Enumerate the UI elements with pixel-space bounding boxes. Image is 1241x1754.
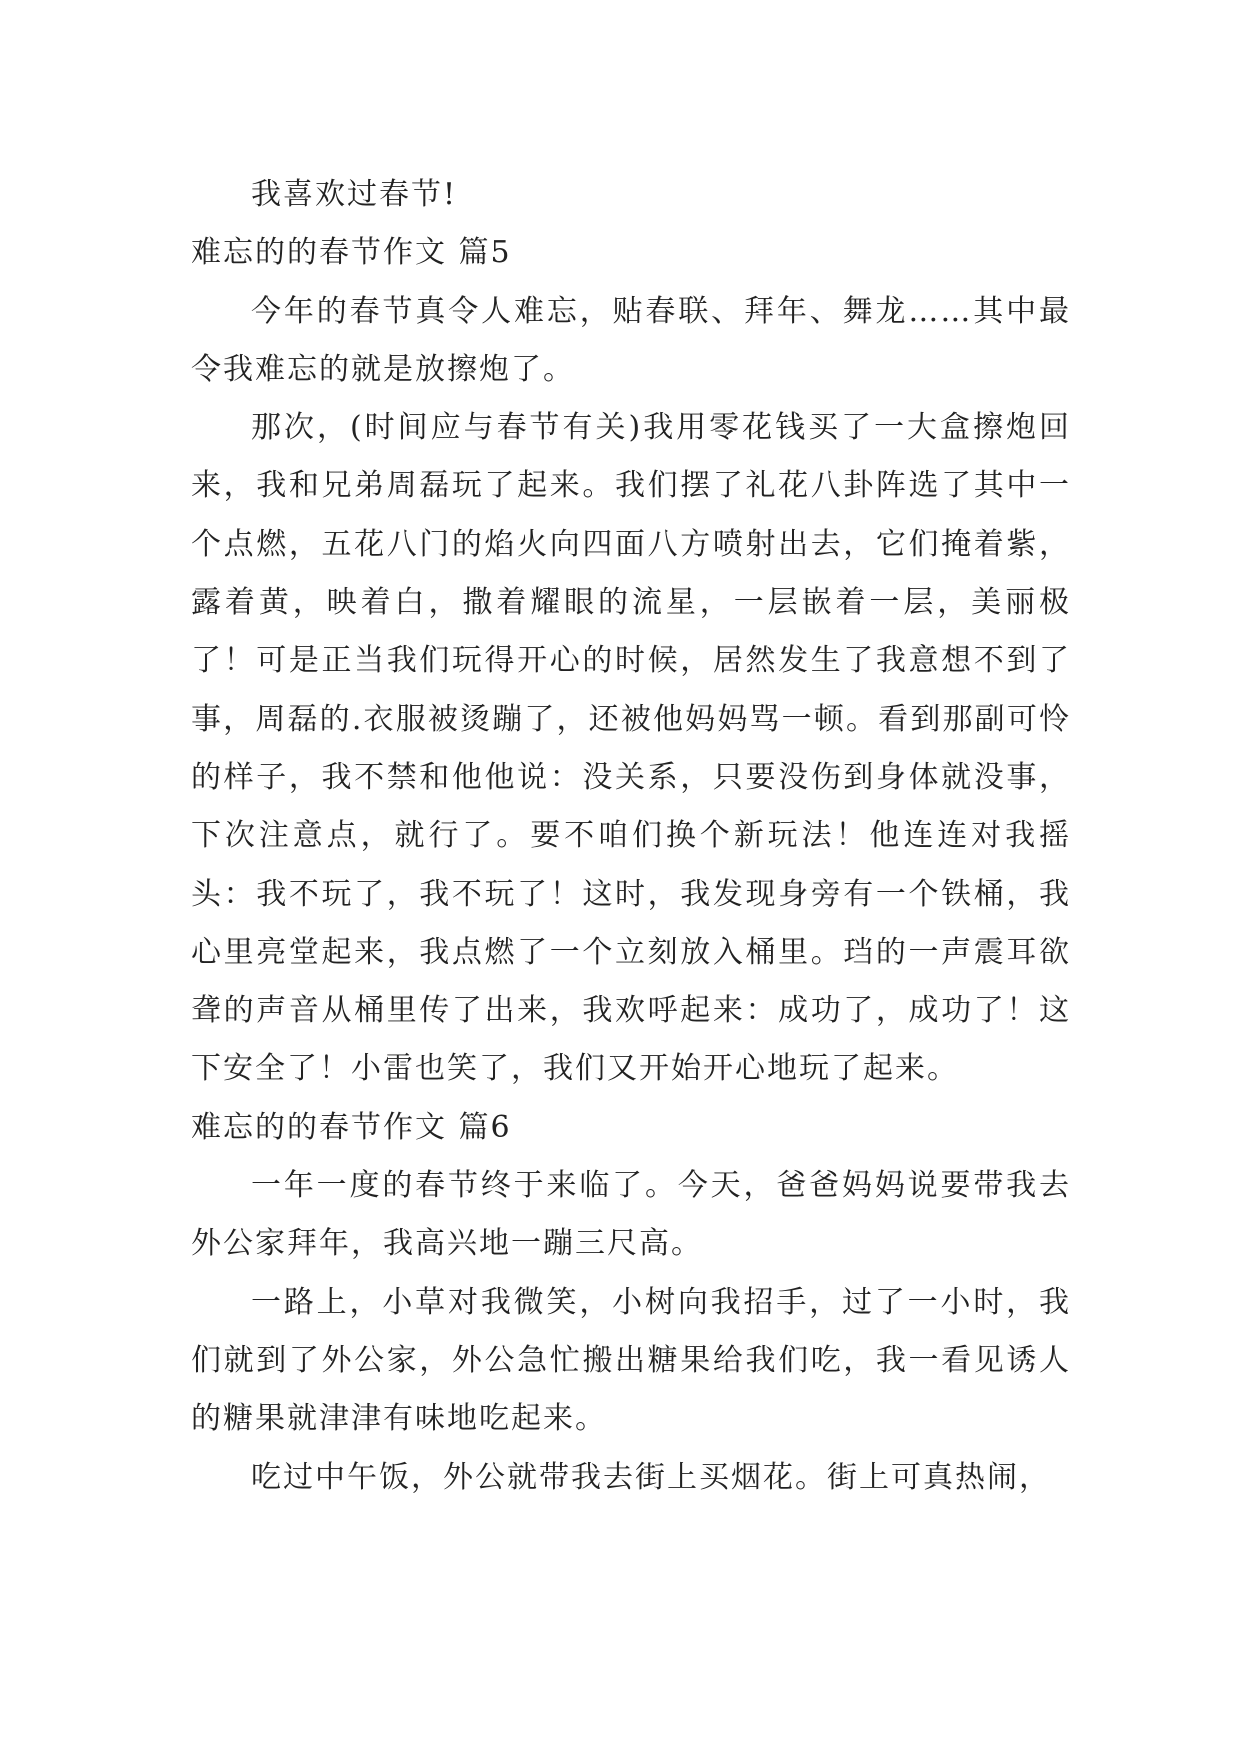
section-heading: 难忘的的春节作文 篇6 (191, 1109, 512, 1145)
paragraph: 吃过中午饭，外公就带我去街上买烟花。街上可真热闹， (251, 1459, 1051, 1495)
paragraph: 一路上，小草对我微笑，小树向我招手，过了一小时，我们就到了外公家，外公急忙搬出糖果给我们吃，我一看见诱人的糖果就津津有味地吃起来。 (191, 1284, 1071, 1437)
document-body (191, 166, 1071, 1507)
paragraph: 那次，(时间应与春节有关)我用零花钱买了一大盒擦炮回来，我和兄弟周磊玩了起来。我们摆了礼花八卦阵选了其中一个点燃，五花八门的焰火向四面八方喷射出去，它们掩着紫，露着黄，映着白，撒着耀眼的流星，一层嵌着一层，美丽极了！可是正当我们玩得开心的时候，居然发生了我意想不到了事，周磊的.衣服被烫蹦了，还被他妈妈骂一顿。看到那副可怜的样子，我不禁和他他说：没关系，只要没伤到身体就没事，下次注意点，就行了。要不咱们换个新玩法！他连连对我摇头：我不玩了，我不玩了！这时，我发现身旁有一个铁桶，我心里亮堂起来，我点燃了一个立刻放入桶里。珰的一声震耳欲聋的声音从桶里传了出来，我欢呼起来：成功了，成功了！这下安全了！小雷也笑了，我们又开始开心地玩了起来。 (191, 410, 1071, 1087)
paragraph: 一年一度的春节终于来临了。今天，爸爸妈妈说要带我去外公家拜年，我高兴地一蹦三尺高。 (191, 1168, 1071, 1262)
section-heading: 难忘的的春节作文 篇5 (191, 235, 512, 271)
paragraph: 我喜欢过春节! (251, 177, 458, 212)
paragraph: 今年的春节真令人难忘，贴春联、拜年、舞龙……其中最令我难忘的就是放擦炮了。 (191, 293, 1071, 387)
